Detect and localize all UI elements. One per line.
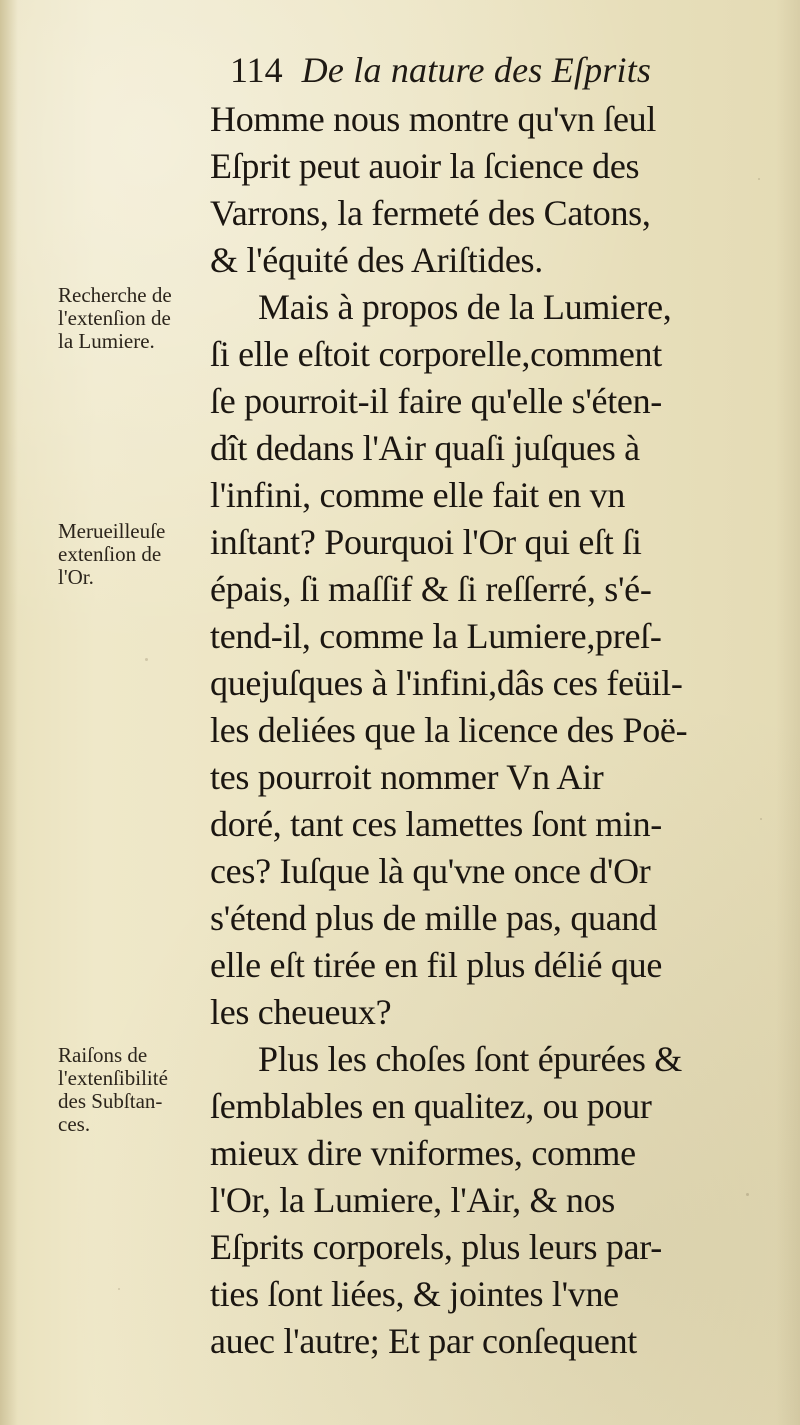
margin-note-gold	[58, 520, 218, 589]
text-line: Eſprit peut auoir la ſcience des	[210, 146, 640, 186]
text-line: ſe pourroit-il faire qu'elle s'éten-	[210, 381, 662, 421]
text-line: les cheueux?	[210, 992, 392, 1032]
margin-note-line: la Lumiere.	[58, 329, 155, 353]
text-line: Eſprits corporels, plus leurs par-	[210, 1227, 662, 1267]
margin-note-line: l'extenſibilité	[58, 1066, 168, 1090]
text-line: Homme nous montre qu'vn ſeul	[210, 99, 657, 139]
text-line: Plus les choſes ſont épurées &	[258, 1039, 682, 1079]
text-line: ſi elle eſtoit corporelle,comment	[210, 334, 662, 374]
text-line: les deliées que la licence des Poë-	[210, 710, 688, 750]
margin-note-line: Merueilleuſe	[58, 519, 166, 543]
margin-note-line: ces.	[58, 1112, 91, 1136]
text-line: ſemblables en qualitez, ou pour	[210, 1086, 652, 1126]
text-line: quejuſques à l'infini,dâs ces feüil-	[210, 663, 683, 703]
page-shadow	[776, 0, 800, 1425]
text-line: & l'équité des Ariſtides.	[210, 240, 543, 280]
text-line: dît dedans l'Air quaſi juſques à	[210, 428, 640, 468]
paper-speck	[118, 1288, 120, 1290]
page-edge	[0, 0, 18, 1425]
text-line: s'étend plus de mille pas, quand	[210, 898, 657, 938]
margin-note-line: Recherche de	[58, 283, 172, 307]
text-line: tend-il, comme la Lumiere,preſ-	[210, 616, 662, 656]
text-line: elle eſt tirée en fil plus délié que	[210, 945, 663, 985]
margin-note-light	[58, 284, 218, 353]
text-line: l'Or, la Lumiere, l'Air, & nos	[210, 1180, 616, 1220]
text-line: ces? Iuſque là qu'vne once d'Or	[210, 851, 651, 891]
paper-speck	[758, 178, 760, 180]
text-line: mieux dire vniformes, comme	[210, 1133, 636, 1173]
margin-note-line: Raiſons de	[58, 1043, 148, 1067]
margin-note-line: extenſion de	[58, 542, 162, 566]
page-number: 114	[230, 50, 283, 90]
paper-speck	[746, 1193, 749, 1196]
margin-note-line: des Subſtan-	[58, 1089, 163, 1113]
text-line: l'infini, comme elle fait en vn	[210, 475, 626, 515]
text-line: Mais à propos de la Lumiere,	[258, 287, 672, 327]
text-line: ties ſont liées, & jointes l'vne	[210, 1274, 619, 1314]
main-text	[210, 96, 758, 1365]
text-line: tes pourroit nommer Vn Air	[210, 757, 604, 797]
paper-speck	[760, 818, 762, 820]
paper-speck	[145, 658, 148, 661]
margin-note-line: l'extenſion de	[58, 306, 171, 330]
text-line: Varrons, la fermeté des Catons,	[210, 193, 651, 233]
text-line: inſtant? Pourquoi l'Or qui eſt ſi	[210, 522, 642, 562]
margin-note-line: l'Or.	[58, 565, 94, 589]
text-line: auec l'autre; Et par conſequent	[210, 1321, 637, 1361]
margin-note-extensibility	[58, 1044, 218, 1136]
text-line: épais, ſi maſſif & ſi reſſerré, s'é-	[210, 569, 652, 609]
text-line: doré, tant ces lamettes ſont min-	[210, 804, 662, 844]
running-title: De la nature des Eſprits	[301, 50, 652, 90]
